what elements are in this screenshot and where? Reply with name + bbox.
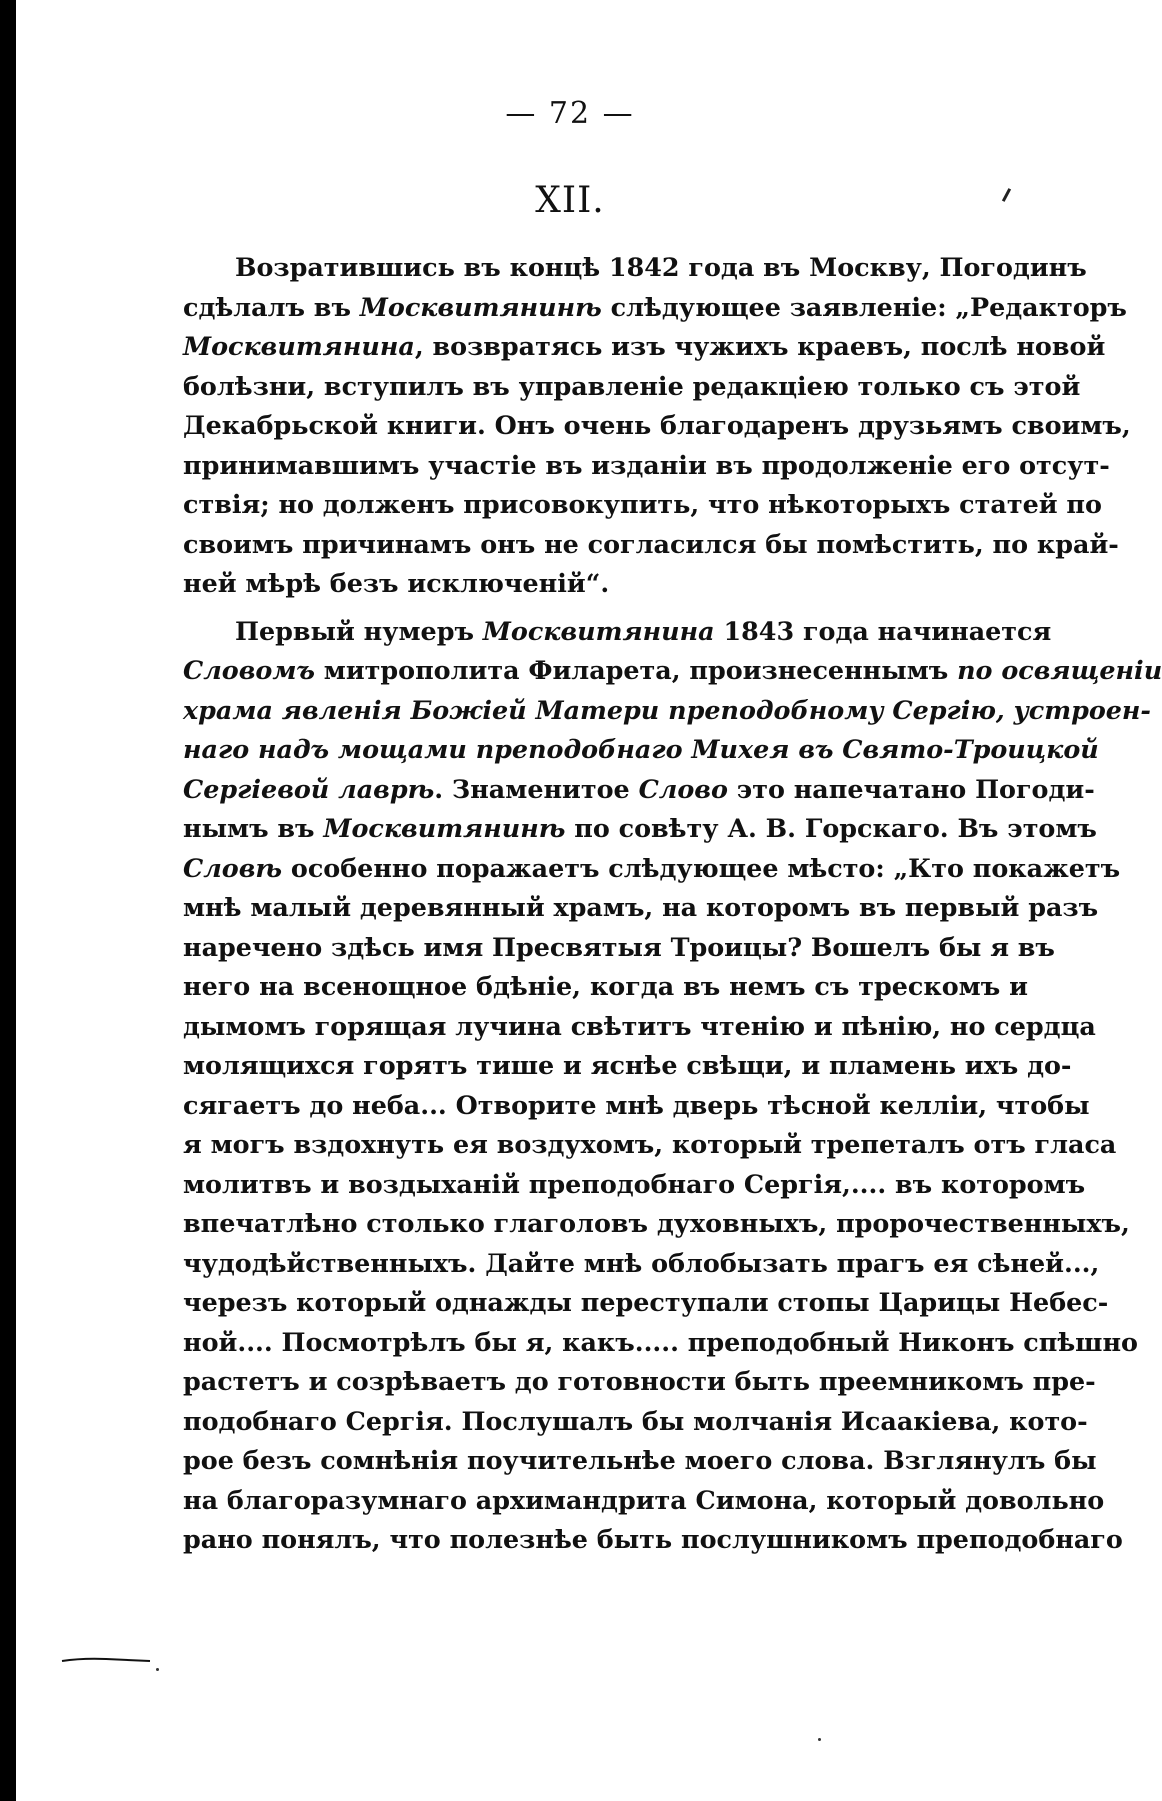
text-line <box>183 1283 1109 1323</box>
text-run: на благоразумнаго архимандрита Симона, который довольно <box>183 1484 1105 1515</box>
italic-text-run: Москвитянинѣ <box>359 291 602 322</box>
text-line <box>183 1244 1100 1284</box>
text-line <box>183 1362 1096 1402</box>
text-line <box>183 248 1087 288</box>
text-run: рано понялъ, что полезнѣе быть послушникомъ преподобнаго <box>183 1524 1123 1554</box>
text-line <box>183 1520 1123 1560</box>
text-line <box>183 406 1131 446</box>
text-run: ней мѣрѣ безъ исключеній“. <box>183 568 610 598</box>
text-line <box>183 651 1162 691</box>
text-line <box>183 928 1055 968</box>
text-line <box>183 1086 1090 1126</box>
scan-smudge-mark <box>62 1657 150 1663</box>
text-line <box>183 485 1102 525</box>
chapter-heading: XII. <box>535 180 605 221</box>
text-run: наречено здѣсь имя Пресвятыя Троицы? Вошелъ бы я въ <box>183 931 1055 962</box>
text-run: молящихся горятъ тише и яснѣе свѣщи, и пламень ихъ до- <box>183 1050 1072 1080</box>
text-run: нымъ въ <box>183 813 324 843</box>
text-line <box>183 1441 1097 1481</box>
page-number: — 72 — <box>505 96 635 131</box>
italic-text-run: Словомъ <box>183 655 315 685</box>
text-line <box>183 888 1099 928</box>
text-run: , возвратясь изъ чужихъ краевъ, послѣ новой <box>414 331 1106 361</box>
text-run: своимъ причинамъ онъ не согласился бы помѣстить, по край- <box>183 528 1119 559</box>
text-run: ствія; но долженъ присовокупить, что нѣкоторыхъ статей по <box>183 489 1102 519</box>
text-run: Декабрьской книги. Онъ очень благодаренъ друзьямъ своимъ, <box>183 410 1131 440</box>
text-line <box>183 1323 1138 1363</box>
text-line <box>183 730 1099 770</box>
text-line <box>183 327 1106 367</box>
text-run: слѣдующее заявленіе: „Редакторъ <box>601 291 1127 322</box>
scan-dot <box>156 1668 159 1671</box>
text-run: я могъ вздохнуть ея воздухомъ, который трепеталъ отъ гласа <box>183 1129 1117 1159</box>
italic-text-run: Сергіевой лаврѣ <box>183 773 435 804</box>
text-line <box>183 288 1127 328</box>
italic-text-run: Москвитянина <box>183 331 415 361</box>
text-run: чудодѣйственныхъ. Дайте мнѣ облобызать прагъ ея сѣней..., <box>183 1247 1100 1278</box>
text-line <box>183 1007 1096 1047</box>
body-text <box>183 248 1162 1560</box>
text-run: черезъ который однажды переступали стопы Царицы Небес- <box>183 1287 1109 1317</box>
text-line <box>183 1204 1130 1244</box>
text-line <box>183 612 1052 652</box>
text-line <box>183 849 1121 889</box>
text-run: подобнаго Сергія. Послушалъ бы молчанія Исаакіева, кото- <box>183 1405 1088 1436</box>
text-run: дымомъ горящая лучина свѣтитъ чтенію и пѣнію, но сердца <box>183 1010 1096 1041</box>
scan-border <box>0 0 16 1801</box>
text-line <box>183 525 1119 565</box>
scan-dot <box>818 1738 821 1741</box>
text-run: Возратившись въ концѣ 1842 года въ Москву, Погодинъ <box>235 252 1087 282</box>
italic-text-run: Словѣ <box>183 852 283 883</box>
italic-text-run: Москвитянинѣ <box>323 813 566 843</box>
text-run: Первый нумеръ <box>235 615 483 646</box>
italic-text-run: Москвитянина <box>482 615 715 646</box>
text-line <box>183 1402 1088 1442</box>
text-line <box>183 1046 1072 1086</box>
text-line <box>183 367 1081 407</box>
text-line <box>183 1481 1105 1521</box>
text-run: сдѣлалъ въ <box>183 291 360 322</box>
text-line <box>183 1165 1086 1205</box>
text-run: впечатлѣно столько глаголовъ духовныхъ, пророчественныхъ, <box>183 1208 1130 1238</box>
text-run: растетъ и созрѣваетъ до готовности быть преемникомъ пре- <box>183 1366 1096 1396</box>
italic-text-run: Слово <box>638 773 728 804</box>
text-run: принимавшимъ участіе въ изданіи въ продолженіе его отсут- <box>183 449 1110 480</box>
text-run: болѣзни, вступилъ въ управленіе редакціею только съ этой <box>183 370 1081 401</box>
text-run: сягаетъ до неба... Отворите мнѣ дверь тѣсной келліи, чтобы <box>183 1089 1090 1120</box>
italic-text-run: по освященіи <box>957 655 1162 685</box>
text-line <box>183 1125 1117 1165</box>
text-line <box>183 446 1110 486</box>
text-run: митрополита Филарета, произнесеннымъ <box>314 655 958 685</box>
text-run: ной.... Посмотрѣлъ бы я, какъ..... преподобный Никонъ спѣшно <box>183 1326 1138 1357</box>
text-line <box>183 809 1097 849</box>
text-run: мнѣ малый деревянный храмъ, на которомъ въ первый разъ <box>183 892 1099 922</box>
text-run: это напечатано Погоди- <box>727 773 1095 804</box>
text-run: особенно поражаетъ слѣдующее мѣсто: „Кто покажетъ <box>282 852 1121 883</box>
text-run: рое безъ сомнѣнія поучительнѣе моего слова. Взглянулъ бы <box>183 1445 1097 1475</box>
italic-text-run: наго надъ мощами преподобнаго Михея въ Свято-Троицкой <box>183 734 1099 764</box>
text-line <box>183 564 1028 604</box>
text-run: . Знаменитое <box>434 773 639 804</box>
text-run: 1843 года начинается <box>714 615 1052 646</box>
italic-text-run: храма явленія Божіей Матери преподобному Сергію, устроен- <box>183 694 1151 725</box>
text-run: него на всенощное бдѣніе, когда въ немъ съ трескомъ и <box>183 971 1028 1001</box>
text-run: по совѣту А. В. Горскаго. Въ этомъ <box>565 813 1097 843</box>
text-line <box>183 691 1151 731</box>
text-line <box>183 967 1028 1007</box>
text-line <box>183 770 1095 810</box>
text-run: молитвъ и воздыханій преподобнаго Сергія,.... въ которомъ <box>183 1168 1086 1199</box>
